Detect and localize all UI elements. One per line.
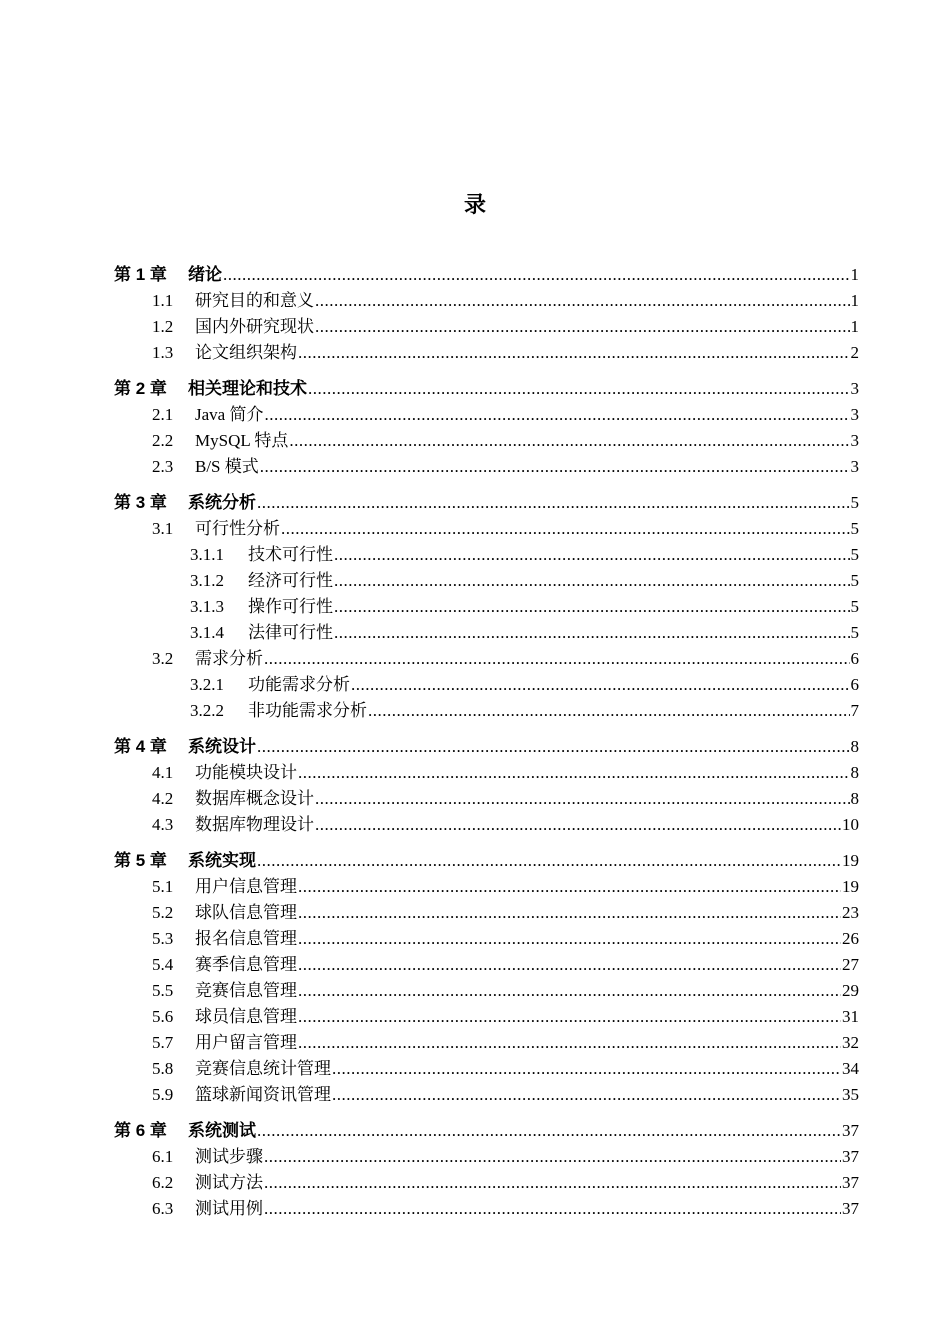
toc-entry-number: 3.2	[152, 649, 174, 668]
toc-page-number: 6	[850, 649, 859, 668]
toc-entry-number: 5.7	[152, 1033, 174, 1052]
dot-leader	[264, 1144, 841, 1170]
toc-chapter-entry[interactable]	[114, 848, 859, 874]
toc-page-number: 3	[850, 431, 859, 450]
dot-leader	[264, 646, 850, 672]
toc-entry-title: Java 简介	[195, 405, 264, 424]
toc-entry-number: 3.2.2	[190, 701, 224, 720]
toc-page-number: 3	[850, 379, 859, 398]
toc-section-entry[interactable]	[114, 1170, 859, 1196]
toc-entry-number: 6.2	[152, 1173, 174, 1192]
toc-page-number: 32	[842, 1033, 859, 1052]
toc-entry-number: 1.1	[152, 291, 174, 310]
toc-entry-title: MySQL 特点	[195, 431, 289, 450]
dot-leader	[334, 542, 850, 568]
toc-entry-title: 报名信息管理	[195, 929, 297, 948]
toc-entry-number: 5.9	[152, 1085, 174, 1104]
dot-leader	[368, 698, 850, 724]
dot-leader	[289, 428, 849, 454]
toc-entry-title: 篮球新闻资讯管理	[195, 1085, 331, 1104]
toc-entry-number: 5.6	[152, 1007, 174, 1026]
toc-page-number: 27	[842, 955, 859, 974]
toc-page-number: 3	[850, 405, 859, 424]
toc-page-number: 19	[842, 877, 859, 896]
dot-leader	[334, 568, 850, 594]
toc-page-number: 3	[850, 457, 859, 476]
toc-section-entry[interactable]	[114, 1144, 859, 1170]
toc-page-number: 1	[850, 317, 859, 336]
toc-page-number: 37	[842, 1121, 859, 1140]
toc-page-number: 5	[850, 571, 859, 590]
toc-entry-number: 5.4	[152, 955, 174, 974]
page-title: 录	[463, 192, 486, 217]
toc-entry-number: 2.1	[152, 405, 174, 424]
toc-entry-title: 测试方法	[195, 1173, 263, 1192]
dot-leader	[223, 262, 850, 288]
dot-leader	[298, 978, 841, 1004]
toc-entry-number: 第 2 章	[114, 379, 167, 398]
toc-section-entry[interactable]	[114, 952, 859, 978]
dot-leader	[298, 926, 841, 952]
toc-entry-title: 测试步骤	[195, 1147, 263, 1166]
dot-leader	[257, 1118, 841, 1144]
toc-section-entry[interactable]	[114, 786, 859, 812]
toc-entry-title: 系统测试	[188, 1121, 256, 1140]
dot-leader	[332, 1082, 841, 1108]
toc-entry-title: 绪论	[188, 265, 222, 284]
toc-section-entry[interactable]	[114, 978, 859, 1004]
toc-page-number: 1	[850, 291, 859, 310]
toc-section-entry[interactable]	[114, 672, 859, 698]
toc-section-entry[interactable]	[114, 698, 859, 724]
toc-entry-title: 国内外研究现状	[195, 317, 314, 336]
toc-page-number: 5	[850, 597, 859, 616]
toc-section-entry[interactable]	[114, 926, 859, 952]
toc-page-number: 19	[842, 851, 859, 870]
toc-entry-title: 竞赛信息管理	[195, 981, 297, 1000]
dot-leader	[264, 1196, 841, 1222]
toc-section-entry[interactable]	[114, 1082, 859, 1108]
toc-entry-title: 可行性分析	[195, 519, 280, 538]
toc-page-number: 8	[850, 763, 859, 782]
dot-leader	[257, 490, 850, 516]
toc-section-entry[interactable]	[114, 402, 859, 428]
toc-page-number: 10	[842, 815, 859, 834]
toc-entry-number: 3.1.4	[190, 623, 224, 642]
toc-section-entry[interactable]	[114, 874, 859, 900]
table-of-contents	[114, 262, 859, 1222]
toc-entry-title: 球员信息管理	[195, 1007, 297, 1026]
toc-entry-number: 3.2.1	[190, 675, 224, 694]
toc-entry-title: 操作可行性	[248, 597, 333, 616]
toc-entry-title: 竞赛信息统计管理	[195, 1059, 331, 1078]
toc-section-entry[interactable]	[114, 760, 859, 786]
toc-page-number: 35	[842, 1085, 859, 1104]
toc-section-entry[interactable]	[114, 516, 859, 542]
toc-page-number: 6	[850, 675, 859, 694]
toc-page-number: 34	[842, 1059, 859, 1078]
toc-entry-number: 3.1.3	[190, 597, 224, 616]
toc-section-entry[interactable]	[114, 812, 859, 838]
toc-page-number: 8	[850, 789, 859, 808]
toc-page-number: 5	[850, 545, 859, 564]
dot-leader	[315, 812, 841, 838]
toc-entry-number: 第 4 章	[114, 737, 167, 756]
dot-leader	[257, 734, 850, 760]
dot-leader	[334, 620, 850, 646]
toc-page-number: 37	[842, 1147, 859, 1166]
toc-section-entry[interactable]	[114, 454, 859, 480]
toc-section-entry[interactable]	[114, 620, 859, 646]
toc-entry-title: 数据库物理设计	[195, 815, 314, 834]
toc-entry-number: 5.1	[152, 877, 174, 896]
toc-entry-number: 5.8	[152, 1059, 174, 1078]
toc-entry-number: 2.2	[152, 431, 174, 450]
toc-entry-title: 系统实现	[188, 851, 256, 870]
toc-entry-number: 5.5	[152, 981, 174, 1000]
toc-entry-title: 系统分析	[188, 493, 256, 512]
toc-entry-title: 系统设计	[188, 737, 256, 756]
toc-entry-title: 数据库概念设计	[195, 789, 314, 808]
toc-entry-number: 第 5 章	[114, 851, 167, 870]
toc-section-entry[interactable]	[114, 1196, 859, 1222]
dot-leader	[260, 454, 850, 480]
toc-chapter-entry[interactable]	[114, 490, 859, 516]
toc-entry-title: 用户留言管理	[195, 1033, 297, 1052]
dot-leader	[257, 848, 841, 874]
toc-section-entry[interactable]	[114, 646, 859, 672]
toc-entry-number: 1.3	[152, 343, 174, 362]
dot-leader	[298, 1004, 841, 1030]
toc-entry-number: 3.1	[152, 519, 174, 538]
toc-section-entry[interactable]	[114, 314, 859, 340]
toc-entry-number: 第 1 章	[114, 265, 167, 284]
toc-entry-title: 需求分析	[195, 649, 263, 668]
dot-leader	[298, 952, 841, 978]
dot-leader	[315, 314, 850, 340]
dot-leader	[332, 1056, 841, 1082]
dot-leader	[334, 594, 850, 620]
toc-page-number: 5	[850, 493, 859, 512]
toc-chapter-entry[interactable]	[114, 734, 859, 760]
toc-chapter-entry[interactable]	[114, 1118, 859, 1144]
toc-entry-number: 5.2	[152, 903, 174, 922]
toc-section-entry[interactable]	[114, 340, 859, 366]
toc-entry-title: 测试用例	[195, 1199, 263, 1218]
toc-section-entry[interactable]	[114, 568, 859, 594]
dot-leader	[315, 786, 850, 812]
toc-entry-number: 第 3 章	[114, 493, 167, 512]
toc-chapter-entry[interactable]	[114, 262, 859, 288]
toc-page-number: 29	[842, 981, 859, 1000]
dot-leader	[315, 288, 850, 314]
toc-page-number: 8	[850, 737, 859, 756]
toc-entry-title: 法律可行性	[248, 623, 333, 642]
toc-section-entry[interactable]	[114, 428, 859, 454]
toc-page-number: 26	[842, 929, 859, 948]
toc-entry-number: 第 6 章	[114, 1121, 167, 1140]
toc-entry-title: 功能需求分析	[248, 675, 350, 694]
toc-entry-title: 技术可行性	[248, 545, 333, 564]
toc-entry-number: 2.3	[152, 457, 174, 476]
toc-entry-title: 非功能需求分析	[248, 701, 367, 720]
dot-leader	[281, 516, 850, 542]
toc-section-entry[interactable]	[114, 900, 859, 926]
toc-section-entry[interactable]	[114, 1030, 859, 1056]
toc-entry-title: 赛季信息管理	[195, 955, 297, 974]
toc-entry-number: 3.1.1	[190, 545, 224, 564]
toc-entry-number: 6.1	[152, 1147, 174, 1166]
toc-entry-number: 4.1	[152, 763, 174, 782]
toc-entry-title: 论文组织架构	[195, 343, 297, 362]
toc-page-number: 31	[842, 1007, 859, 1026]
toc-section-entry[interactable]	[114, 288, 859, 314]
toc-entry-title: 用户信息管理	[195, 877, 297, 896]
toc-entry-title: 相关理论和技术	[188, 379, 307, 398]
toc-section-entry[interactable]	[114, 594, 859, 620]
toc-entry-title: 经济可行性	[248, 571, 333, 590]
toc-chapter-entry[interactable]	[114, 376, 859, 402]
dot-leader	[264, 402, 849, 428]
toc-entry-title: 研究目的和意义	[195, 291, 314, 310]
dot-leader	[298, 1030, 841, 1056]
dot-leader	[308, 376, 850, 402]
toc-page-number: 7	[850, 701, 859, 720]
toc-page-number: 37	[842, 1173, 859, 1192]
toc-section-entry[interactable]	[114, 1056, 859, 1082]
toc-entry-title: 功能模块设计	[195, 763, 297, 782]
toc-entry-number: 3.1.2	[190, 571, 224, 590]
dot-leader	[298, 340, 850, 366]
toc-entry-title: B/S 模式	[195, 457, 259, 476]
dot-leader	[298, 760, 850, 786]
toc-section-entry[interactable]	[114, 542, 859, 568]
toc-page-number: 5	[850, 519, 859, 538]
toc-entry-number: 1.2	[152, 317, 174, 336]
toc-page-number: 2	[850, 343, 859, 362]
toc-entry-number: 4.3	[152, 815, 174, 834]
toc-section-entry[interactable]	[114, 1004, 859, 1030]
dot-leader	[298, 874, 841, 900]
toc-entry-number: 5.3	[152, 929, 174, 948]
toc-page-number: 37	[842, 1199, 859, 1218]
toc-entry-number: 6.3	[152, 1199, 174, 1218]
toc-page-number: 23	[842, 903, 859, 922]
dot-leader	[298, 900, 841, 926]
dot-leader	[264, 1170, 841, 1196]
dot-leader	[351, 672, 850, 698]
toc-entry-title: 球队信息管理	[195, 903, 297, 922]
toc-page-number: 5	[850, 623, 859, 642]
toc-page-number: 1	[850, 265, 859, 284]
toc-entry-number: 4.2	[152, 789, 174, 808]
